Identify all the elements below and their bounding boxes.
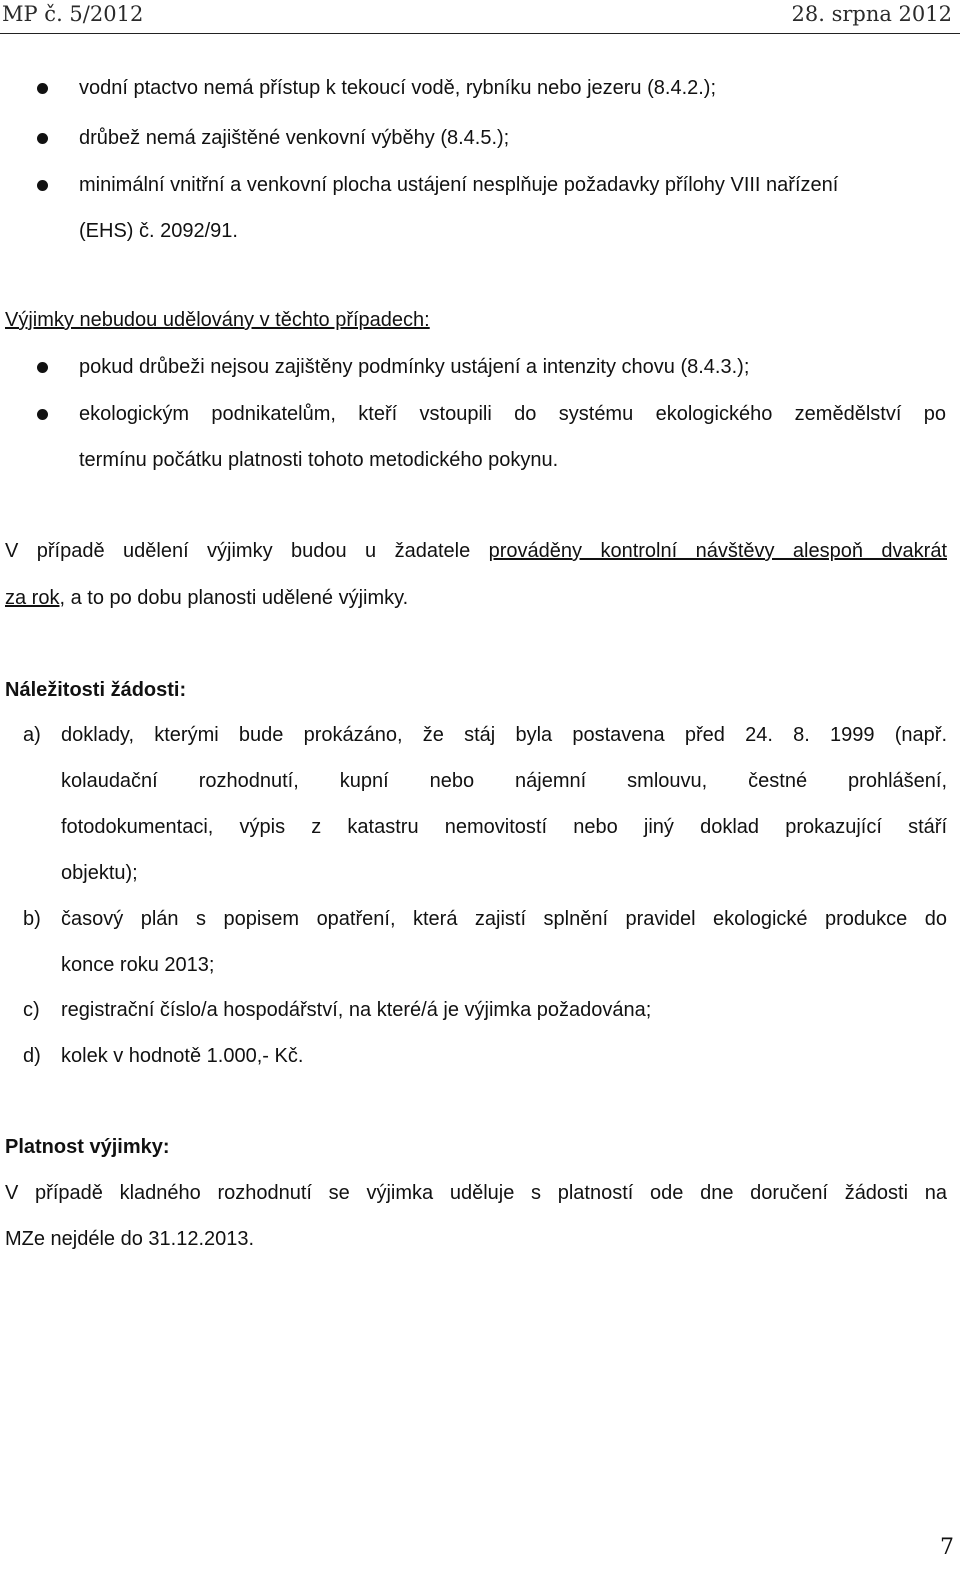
visits-underlined: prováděny kontrolní návštěvy alespoň dvakrát [488,540,947,562]
validity-line2: MZe nejdéle do 31.12.2013. [5,1228,255,1250]
list-item-continuation: objektu); [61,862,138,884]
item-label: d) [23,1045,41,1067]
list-item: časový plán s popisem opatření, která zajistí splnění pravidel ekologické produkce do [61,908,947,930]
visits-paragraph-line2 [5,585,408,611]
header-issue: MP č. 5/2012 [2,2,144,26]
bullet-icon [37,180,48,191]
list-item: vodní ptactvo nemá přístup k tekoucí vodě, rybníku nebo jezeru (8.4.2.); [79,77,717,99]
list-item-continuation: (EHS) č. 2092/91. [79,220,238,242]
list-item-continuation: termínu počátku platnosti tohoto metodického pokynu. [79,449,559,471]
exceptions-heading: Výjimky nebudou udělovány v těchto případech: [5,309,430,331]
visits-paragraph-line1 [5,538,947,564]
list-item-continuation: fotodokumentaci, výpis z katastru nemovitostí nebo jiný doklad prokazující stáří [61,816,947,838]
list-item-continuation: konce roku 2013; [61,954,215,976]
requirements-heading: Náležitosti žádosti: [5,679,187,701]
validity-line1: V případě kladného rozhodnutí se výjimka uděluje s platností ode dne doručení žádosti na [5,1182,947,1204]
list-item: ekologickým podnikatelům, kteří vstoupili do systému ekologického zemědělství po [79,403,946,425]
page-number: 7 [940,1535,954,1560]
item-label: c) [23,999,40,1021]
visits-text: V případě udělení výjimky budou u žadatele [5,540,489,562]
list-item: pokud drůbeži nejsou zajištěny podmínky ustájení a intenzity chovu (8.4.3.); [79,356,750,378]
bullet-icon [37,83,48,94]
bullet-icon [37,409,48,420]
list-item: registrační číslo/a hospodářství, na které/á je výjimka požadována; [61,999,652,1021]
item-label: b) [23,908,41,930]
bullet-icon [37,133,48,144]
header-divider [0,33,960,34]
visits-underlined: za rok [5,587,60,609]
page-header [0,0,960,34]
list-item: kolek v hodnotě 1.000,- Kč. [61,1045,304,1067]
list-item: minimální vnitřní a venkovní plocha ustájení nesplňuje požadavky přílohy VIII nařízení [79,174,839,196]
list-item-continuation: kolaudační rozhodnutí, kupní nebo nájemní smlouvu, čestné prohlášení, [61,770,947,792]
header-date: 28. srpna 2012 [791,2,952,26]
validity-heading: Platnost výjimky: [5,1136,170,1158]
list-item: doklady, kterými bude prokázáno, že stáj byla postavena před 24. 8. 1999 (např. [61,724,947,746]
list-item: drůbež nemá zajištěné venkovní výběhy (8.4.5.); [79,127,510,149]
visits-text: , a to po dobu planosti udělené výjimky. [59,587,409,609]
item-label: a) [23,724,41,746]
bullet-icon [37,362,48,373]
